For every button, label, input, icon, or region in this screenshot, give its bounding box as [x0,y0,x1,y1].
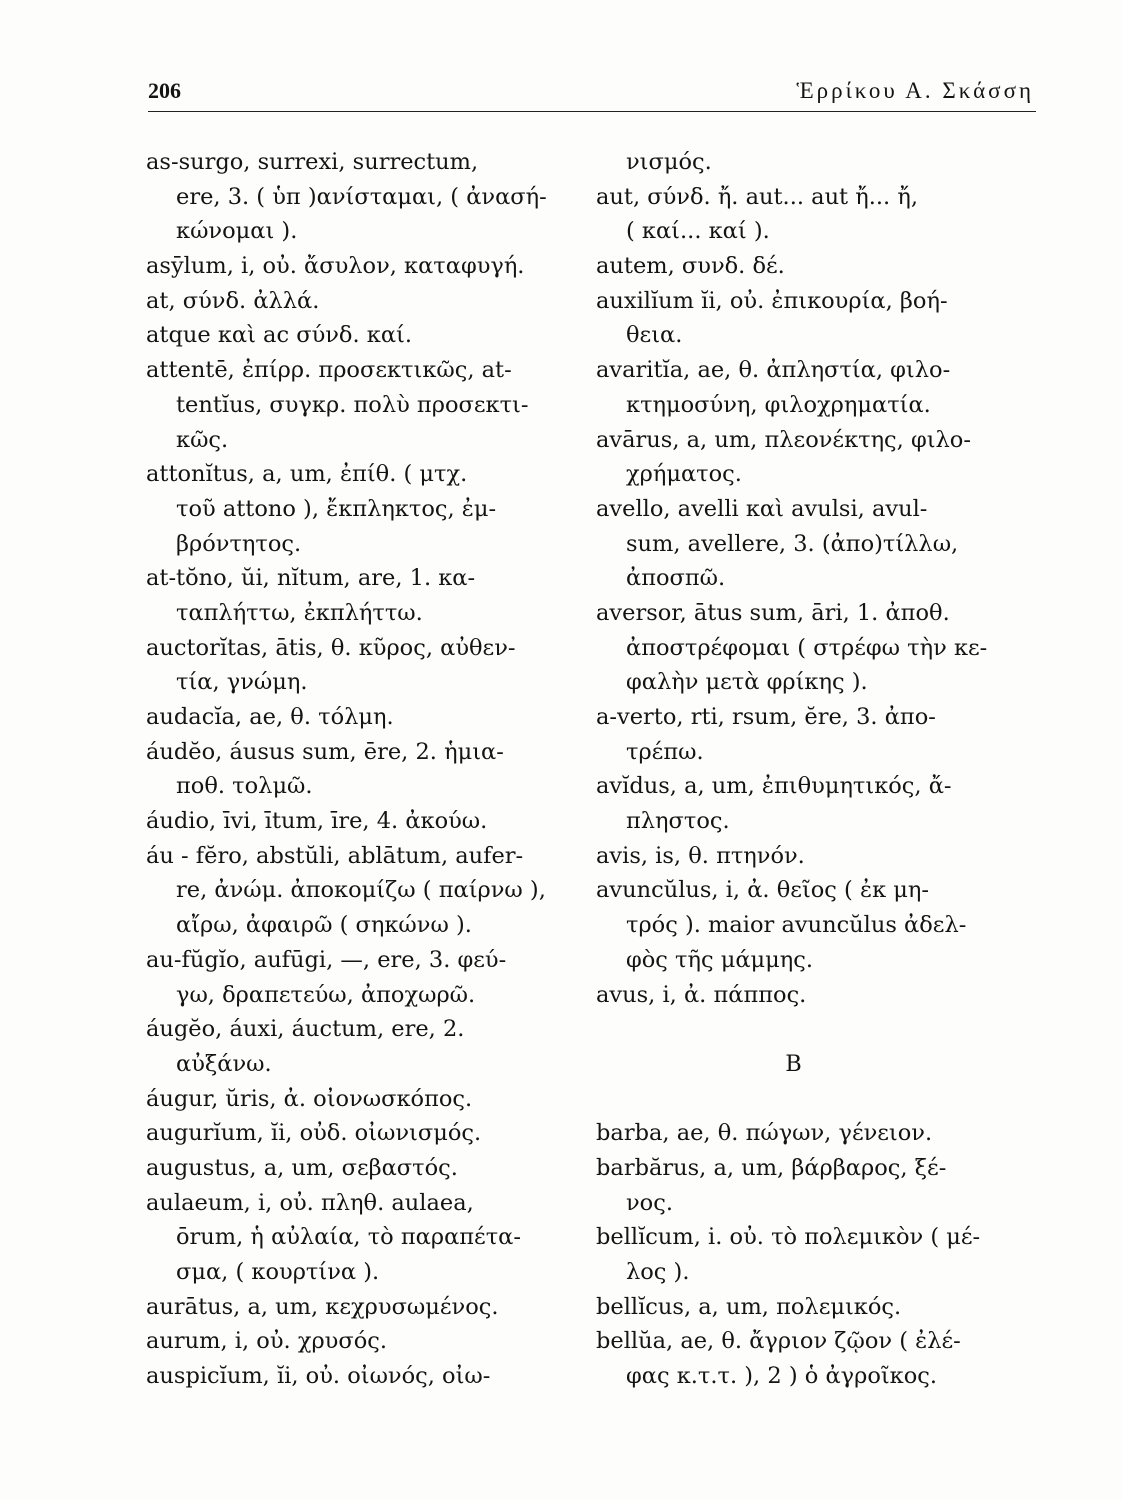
entry-line: áudĕo, áusus sum, ēre, 2. ἡμια- [146,738,504,765]
entry-line: αὐξάνω. [176,1050,272,1077]
entry-line: avuncŭlus, i, ἀ. θεῖος ( ἐκ μη- [596,877,929,904]
entry-line: ταπλήττω, ἐκπλήττω. [176,599,423,626]
header-rule [148,111,1036,112]
entry-line: φας κ.τ.τ. ), 2 ) ὁ ἀγροῖκος. [626,1363,938,1390]
right-column [596,145,1011,1394]
entry-line: γω, δραπετεύω, ἀποχωρῶ. [176,981,476,1008]
entry-line: auxilĭum ĭi, οὐ. ἐπικουρία, βοή- [596,287,948,314]
entry-line: νισμός. [626,149,712,175]
entry-line: avaritĭa, ae, θ. ἀπληστία, φιλο- [596,357,951,384]
entry-line: barbărus, a, um, βάρβαρος, ξέ- [596,1154,947,1181]
page-number: 206 [148,78,181,103]
entry-line: πληστος. [626,808,730,835]
entry-line: barba, ae, θ. πώγων, γένειον. [596,1120,933,1147]
section-letter-heading: B [785,1050,802,1077]
entry-line: au-fŭgĭo, aufūgi, —, ere, 3. φεύ- [146,946,507,973]
entry-line: augustus, a, um, σεβαστός. [146,1154,458,1181]
entry-line: áu - fĕro, abstŭli, ablātum, aufer- [146,842,524,869]
entry-line: bellĭcus, a, um, πολεμικός. [596,1293,902,1320]
entry-line: augurĭum, ĭi, οὐδ. οἰωνισμός. [146,1120,482,1147]
entry-line: σμα, ( κουρτίνα ). [176,1259,380,1285]
entry-line: áudio, īvi, ītum, īre, 4. ἀκούω. [146,808,488,835]
entry-line: ōrum, ἡ αὐλαία, τὸ παραπέτα- [176,1224,521,1251]
entry-line: avārus, a, um, πλεονέκτης, φιλο- [596,426,971,453]
entry-line: áugĕo, áuxi, áuctum, ere, 2. [146,1016,465,1043]
entry-line: asȳlum, i, οὐ. ἄσυλον, καταφυγή. [146,253,525,280]
entry-line: avus, i, ἀ. πάππος. [596,981,807,1008]
entry-line: λος ). [626,1259,690,1285]
entry-line: sum, avellere, 3. (ἀπο)τίλλω, [626,530,959,557]
entry-line: χρήματος. [626,461,742,488]
entry-line: at, σύνδ. ἀλλά. [146,287,320,314]
entry-line: αἴρω, ἀφαιρῶ ( σηκώνω ). [176,912,472,939]
entry-line: aversor, ātus sum, āri, 1. ἀποθ. [596,599,950,626]
entry-line: τία, γνώμη. [176,669,308,696]
entry-line: áugur, ŭris, ἀ. οἰονωσκόπος. [146,1085,473,1112]
blank-line [596,1012,1011,1047]
entry-line: ἀποσπῶ. [626,565,726,592]
entry-line: bellĭcum, i. οὐ. τὸ πολεμικὸν ( μέ- [596,1224,981,1251]
entry-line: at-tŏno, ŭi, nĭtum, are, 1. κα- [146,565,476,592]
running-head: Ἑρρίκου Α. Σκάσση [796,78,1034,103]
entry-line: κῶς. [176,426,229,453]
entry-line: aurum, i, οὐ. χρυσός. [146,1328,388,1355]
entry-line: κτημοσύνη, φιλοχρηματία. [626,391,931,418]
entry-line: auspicĭum, ĭi, οὐ. οἰωνός, οἰω- [146,1363,491,1390]
entry-line: atque καὶ ac σύνδ. καί. [146,322,413,349]
entry-line: aulaeum, i, οὐ. πληθ. aulaea, [146,1189,474,1216]
entry-line: βρόντητος. [176,530,302,557]
entry-line: avello, avelli καὶ avulsi, avul- [596,495,928,522]
entry-line: auctorĭtas, ātis, θ. κῦρος, αὐθεν- [146,634,516,661]
entry-line: ποθ. τολμῶ. [176,773,313,800]
entry-line: avis, is, θ. πτηνόν. [596,842,805,869]
entry-line: ( καί... καί ). [626,218,770,245]
entry-line: autem, συνδ. δέ. [596,253,785,280]
entry-line: attentē, ἐπίρρ. προσεκτικῶς, at- [146,357,512,384]
entry-line: ere, 3. ( ὑπ )ανίσταμαι, ( ἀνασή- [176,183,547,210]
entry-line: re, ἀνώμ. ἀποκομίζω ( παίρνω ), [176,877,546,904]
entry-line: aurātus, a, um, κεχρυσωμένος. [146,1293,499,1320]
entry-line: τρέπω. [626,738,704,765]
entry-line: aut, σύνδ. ἤ. aut... aut ἤ... ἤ, [596,183,918,210]
page-header [148,78,1036,112]
left-column [146,145,561,1394]
entry-line: attonĭtus, a, um, ἐπίθ. ( μτχ. [146,461,468,488]
entry-line: ἀποστρέφομαι ( στρέφω τὴν κε- [626,634,988,661]
entry-line: tentĭus, συγκρ. πολὺ προσεκτι- [176,391,529,418]
entry-line: τρός ). maior avuncŭlus ἀδελ- [626,912,967,939]
entry-line: avĭdus, a, um, ἐπιθυμητικός, ἄ- [596,773,952,800]
entry-line: bellŭa, ae, θ. ἄγριον ζῷον ( ἐλέ- [596,1328,961,1355]
entry-line: φαλὴν μετὰ φρίκης ). [626,669,868,696]
entry-line: τοῦ attono ), ἔκπληκτος, ἐμ- [176,495,497,522]
entry-line: as-surgo, surrexi, surrectum, [146,149,479,175]
entry-line: κώνομαι ). [176,218,298,245]
entry-line: a-verto, rti, rsum, ĕre, 3. ἀπο- [596,704,936,730]
blank-line [596,1082,1011,1117]
entry-line: νος. [626,1189,673,1216]
entry-line: φὸς τῆς μάμμης. [626,946,814,973]
entry-line: audacĭa, ae, θ. τόλμη. [146,704,394,730]
entry-line: θεια. [626,322,683,349]
